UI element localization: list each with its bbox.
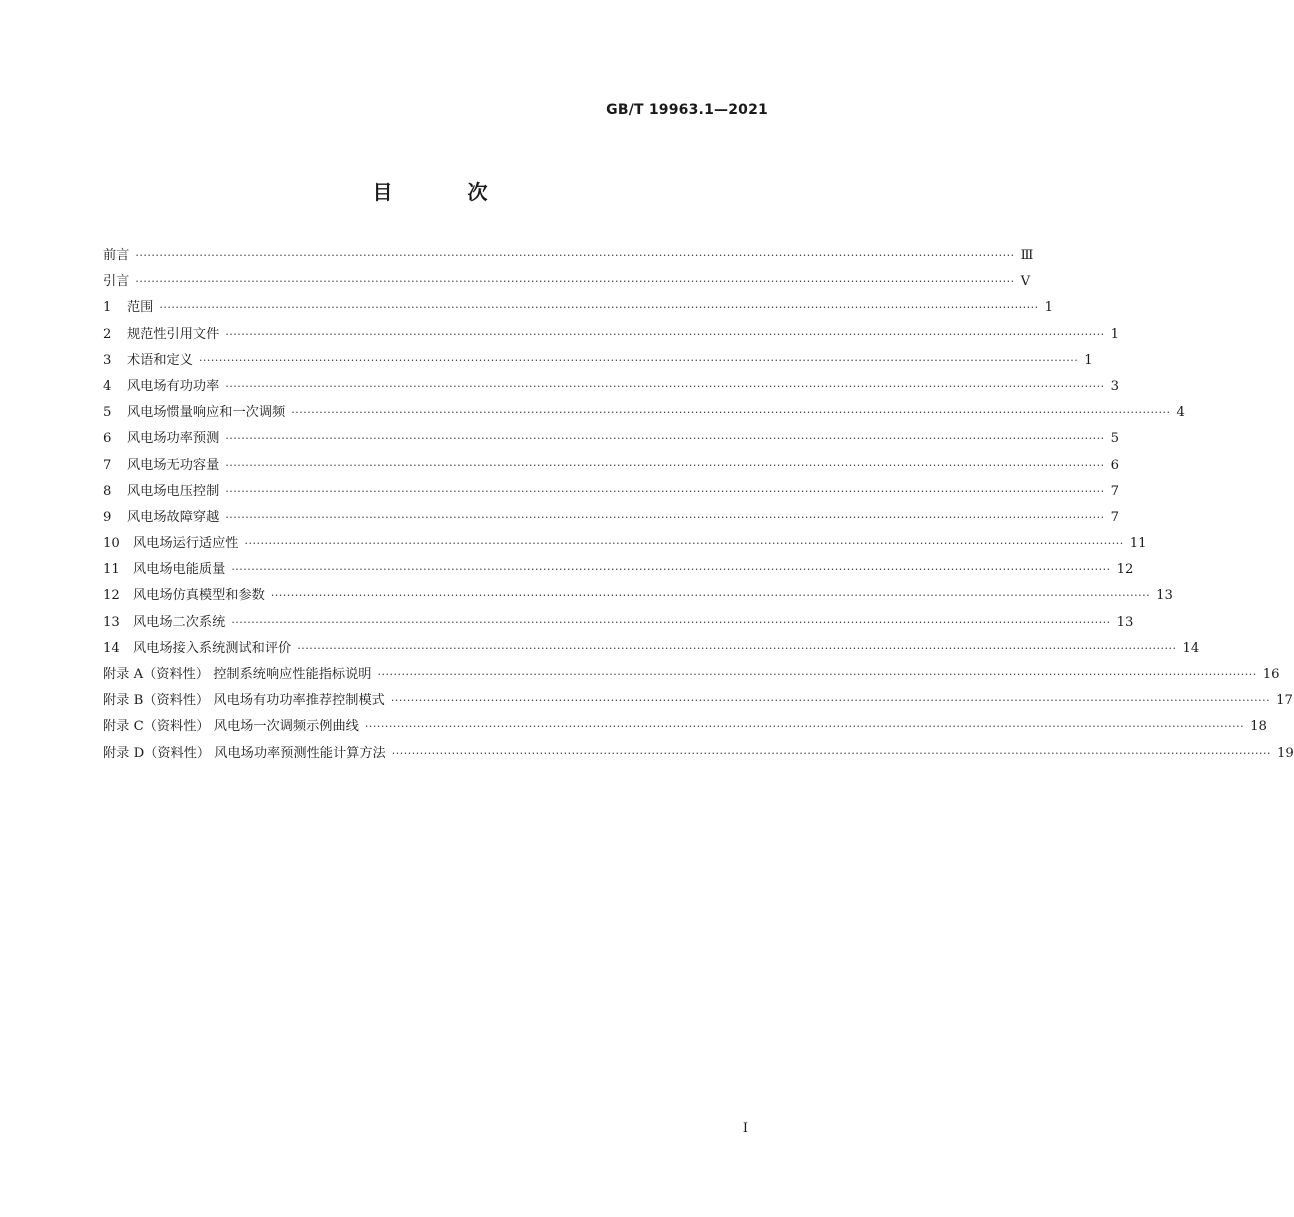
toc-leader-dots: ···························································································································································································································· <box>291 406 1171 420</box>
toc-entry-page: 13 <box>1116 614 1134 630</box>
toc-leader-dots: ···························································································································································································································· <box>159 301 1039 315</box>
toc-leader-dots: ···························································································································································································································· <box>225 458 1105 472</box>
toc-entry-label: 风电场二次系统 <box>133 614 226 630</box>
toc-entry-page: 5 <box>1110 431 1119 447</box>
toc-entry-page: 1 <box>1110 326 1119 342</box>
toc-entry[interactable] <box>103 663 1280 689</box>
toc-entry-label: 规范性引用文件 <box>127 326 220 342</box>
toc-entry[interactable] <box>103 401 1185 427</box>
toc-entry[interactable] <box>103 637 1200 663</box>
toc-entry-label: 风电场电能质量 <box>133 562 226 578</box>
toc-entry-number: 14 <box>103 640 120 656</box>
toc-entry-number: 1 <box>103 300 112 316</box>
toc-entry-label: 引言 <box>103 274 130 290</box>
toc-leader-dots: ···························································································································································································································· <box>225 379 1105 393</box>
toc-entry[interactable] <box>103 296 1054 322</box>
toc-entry-number: 3 <box>103 352 112 368</box>
toc-entry-page: 13 <box>1156 588 1173 604</box>
toc-entry[interactable] <box>103 742 1294 768</box>
toc-entry[interactable] <box>103 715 1267 741</box>
toc-entry[interactable] <box>103 532 1147 558</box>
page-number: Ⅰ <box>742 1121 748 1136</box>
table-of-contents <box>103 244 1294 768</box>
toc-entry[interactable] <box>103 689 1293 715</box>
toc-entry[interactable] <box>103 270 1031 296</box>
toc-entry-label: 风电场故障穿越 <box>127 509 220 525</box>
toc-entry[interactable] <box>103 454 1119 480</box>
toc-entry-page: 17 <box>1276 693 1293 709</box>
toc-leader-dots: ···························································································································································································································· <box>377 668 1257 681</box>
toc-entry-page: 7 <box>1110 483 1119 499</box>
toc-entry-page: Ⅴ <box>1020 274 1031 290</box>
toc-leader-dots: ···························································································································································································································· <box>225 510 1105 524</box>
toc-leader-dots: ···························································································································································································································· <box>231 563 1111 577</box>
toc-entry-label: 前言 <box>103 248 130 263</box>
toc-entry[interactable] <box>103 611 1134 637</box>
toc-entry-label: 附录 A（资料性） 控制系统响应性能指标说明 <box>103 667 372 682</box>
toc-entry-number: 9 <box>103 509 112 525</box>
page-title: 目 次 <box>372 180 522 204</box>
toc-entry[interactable] <box>103 244 1034 270</box>
toc-entry-number: 13 <box>103 614 120 630</box>
toc-entry-label: 风电场运行适应性 <box>133 536 239 552</box>
toc-entry-number: 4 <box>103 378 112 394</box>
toc-entry-number: 2 <box>103 326 112 342</box>
toc-entry-number: 5 <box>103 405 112 421</box>
toc-entry[interactable] <box>103 480 1119 506</box>
toc-leader-dots: ···························································································································································································································· <box>135 275 1015 289</box>
toc-entry-page: 16 <box>1262 667 1280 682</box>
toc-entry-number: 8 <box>103 483 112 499</box>
toc-entry-page: 11 <box>1129 536 1147 552</box>
toc-entry-number: 11 <box>103 562 120 578</box>
toc-entry-page: Ⅲ <box>1020 248 1034 263</box>
toc-entry-label: 附录 D（资料性） 风电场功率预测性能计算方法 <box>103 745 386 761</box>
toc-leader-dots: ···························································································································································································································· <box>270 589 1151 603</box>
toc-leader-dots: ···························································································································································································································· <box>198 353 1079 367</box>
toc-entry-page: 6 <box>1110 457 1119 473</box>
toc-entry-label: 术语和定义 <box>127 352 193 368</box>
toc-entry-page: 1 <box>1084 352 1093 368</box>
toc-leader-dots: ···························································································································································································································· <box>297 641 1177 655</box>
toc-entry[interactable] <box>103 506 1119 532</box>
toc-entry-label: 风电场有功功率 <box>127 378 220 394</box>
toc-entry-label: 风电场仿真模型和参数 <box>133 588 265 604</box>
standard-number: GB/T 19963.1—2021 <box>606 102 768 118</box>
toc-entry[interactable] <box>103 558 1134 584</box>
toc-entry-label: 附录 C（资料性） 风电场一次调频示例曲线 <box>103 719 359 735</box>
toc-leader-dots: ···························································································································································································································· <box>390 694 1271 708</box>
toc-entry-page: 12 <box>1116 562 1134 578</box>
toc-entry-label: 范围 <box>127 300 154 316</box>
toc-entry[interactable] <box>103 349 1093 375</box>
toc-entry[interactable] <box>103 584 1173 610</box>
toc-entry-page: 18 <box>1250 719 1267 735</box>
toc-entry-number: 6 <box>103 431 112 447</box>
toc-leader-dots: ···························································································································································································································· <box>225 484 1105 498</box>
toc-entry-page: 4 <box>1176 405 1185 421</box>
toc-entry-page: 19 <box>1276 745 1294 761</box>
toc-entry-label: 风电场惯量响应和一次调频 <box>127 405 286 421</box>
toc-entry-page: 3 <box>1110 378 1119 394</box>
toc-leader-dots: ···························································································································································································································· <box>364 720 1245 734</box>
toc-entry-page: 14 <box>1182 640 1200 656</box>
toc-entry-label: 风电场接入系统测试和评价 <box>133 640 292 656</box>
toc-entry[interactable] <box>103 375 1119 401</box>
toc-entry[interactable] <box>103 427 1119 453</box>
toc-entry-page: 1 <box>1044 300 1054 316</box>
toc-leader-dots: ···························································································································································································································· <box>244 537 1124 551</box>
toc-entry-number: 10 <box>103 536 120 552</box>
toc-leader-dots: ···························································································································································································································· <box>391 746 1271 760</box>
toc-entry-label: 附录 B（资料性） 风电场有功功率推荐控制模式 <box>103 693 385 709</box>
toc-leader-dots: ···························································································································································································································· <box>225 432 1105 446</box>
toc-entry-label: 风电场电压控制 <box>127 483 220 499</box>
toc-leader-dots: ···························································································································································································································· <box>231 615 1111 629</box>
toc-entry-label: 风电场功率预测 <box>127 431 220 447</box>
toc-entry[interactable] <box>103 323 1119 349</box>
toc-entry-label: 风电场无功容量 <box>127 457 220 473</box>
toc-entry-number: 7 <box>103 457 112 473</box>
toc-entry-page: 7 <box>1110 509 1119 525</box>
toc-leader-dots: ···························································································································································································································· <box>225 327 1105 341</box>
toc-entry-number: 12 <box>103 588 120 604</box>
toc-leader-dots: ···························································································································································································································· <box>135 249 1015 262</box>
